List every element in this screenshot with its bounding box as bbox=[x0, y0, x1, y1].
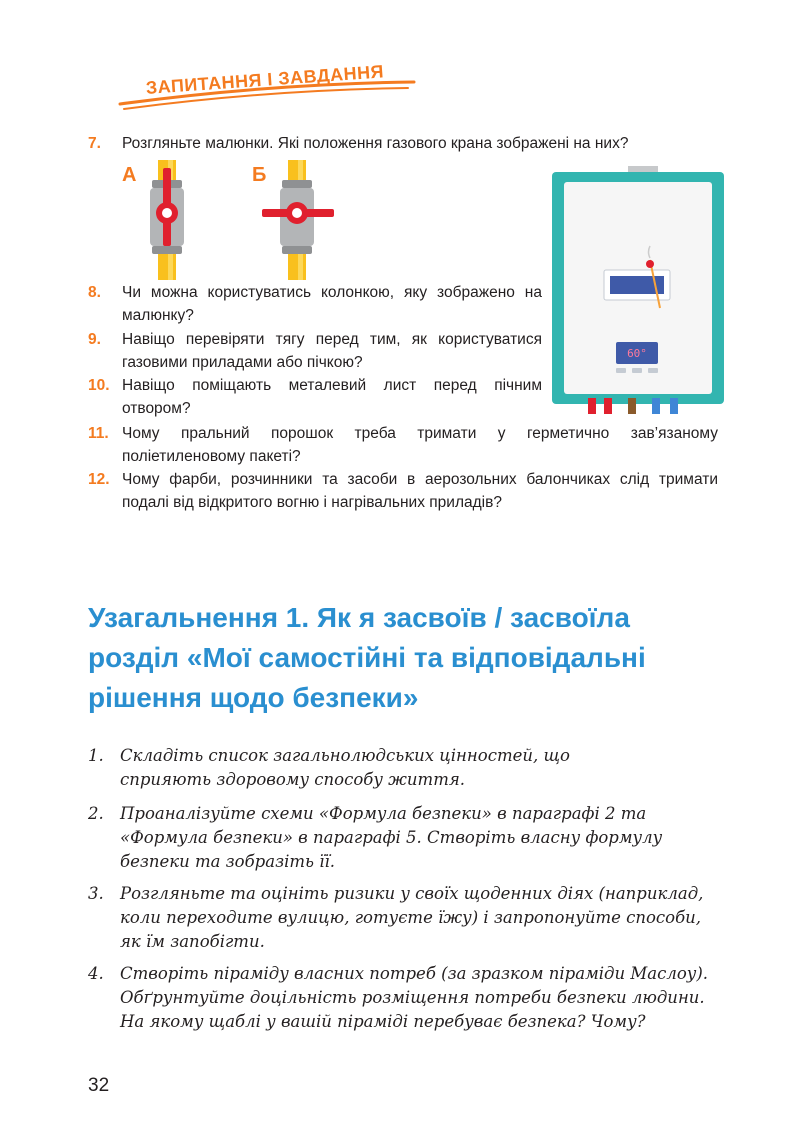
task-number: 2. bbox=[88, 804, 104, 823]
task-text: Складіть список загальнолюдських цінностей, що сприяють здоровому способу життя. bbox=[120, 746, 570, 789]
question-text: Навіщо поміщають металевий лист перед пічним отвором? bbox=[122, 377, 542, 417]
valve-closed-icon bbox=[252, 160, 342, 280]
gas-valve-b-illustration bbox=[252, 160, 342, 280]
question-text: Чому фарби, розчинники та засоби в аерозольних балончиках слід тримати подалі від відкритого вогню і нагрівальних приладів? bbox=[122, 471, 718, 511]
question-number: 7. bbox=[88, 135, 101, 152]
task-number: 3. bbox=[88, 884, 104, 903]
task-text: Проаналізуйте схеми «Формула безпеки» в параграфі 2 та «Формула безпеки» в параграфі 5. Створіть власну формулу безпеки та зобразіть її. bbox=[120, 804, 663, 871]
question-text: Розгляньте малюнки. Які положення газового крана зображені на них? bbox=[122, 135, 629, 152]
section-heading: ЗАПИТАННЯ І ЗАВДАННЯ bbox=[145, 61, 385, 98]
task-text: Створіть піраміду власних потреб (за зразком піраміди Маслоу). Обґрунтуйте доцільність розміщення потреби безпеки людини. На якому щаблі у вашій піраміді перебуває безпека? Чому? bbox=[120, 964, 709, 1031]
gas-water-heater-illustration bbox=[552, 166, 724, 418]
question-number: 12. bbox=[88, 471, 110, 488]
question-text: Чи можна користуватись колонкою, яку зображено на малюнку? bbox=[122, 284, 542, 324]
section-banner bbox=[118, 62, 418, 112]
question-number: 11. bbox=[88, 425, 109, 442]
task-number: 4. bbox=[88, 964, 104, 983]
question-number: 10. bbox=[88, 377, 110, 394]
question-text: Чому пральний порошок треба тримати у герметично зав’язаному поліетиленовому пакеті? bbox=[122, 425, 718, 465]
valve-a-label: А bbox=[122, 164, 137, 186]
gas-heater-icon bbox=[552, 166, 724, 418]
valve-b-label: Б bbox=[252, 164, 267, 186]
question-number: 9. bbox=[88, 331, 101, 348]
task-number: 1. bbox=[88, 746, 104, 765]
valve-open-icon bbox=[122, 160, 212, 280]
page-number: 32 bbox=[88, 1075, 110, 1096]
task-text: Розгляньте та оцініть ризики у своїх щоденних діях (наприклад, коли переходите вулицю, готуєте їжу) і запропонуйте способи, як їм запобігти. bbox=[120, 884, 704, 951]
gas-valve-a-illustration bbox=[122, 160, 212, 280]
summary-title: Узагальнення 1. Як я засвоїв / засвоїла розділ «Мої самостійні та відповідальні рішення щодо безпеки» bbox=[88, 602, 646, 713]
question-text: Навіщо перевіряти тягу перед тим, як користуватися газовими приладами або пічкою? bbox=[122, 331, 542, 371]
question-number: 8. bbox=[88, 284, 101, 301]
heater-display: 60° bbox=[627, 347, 647, 360]
